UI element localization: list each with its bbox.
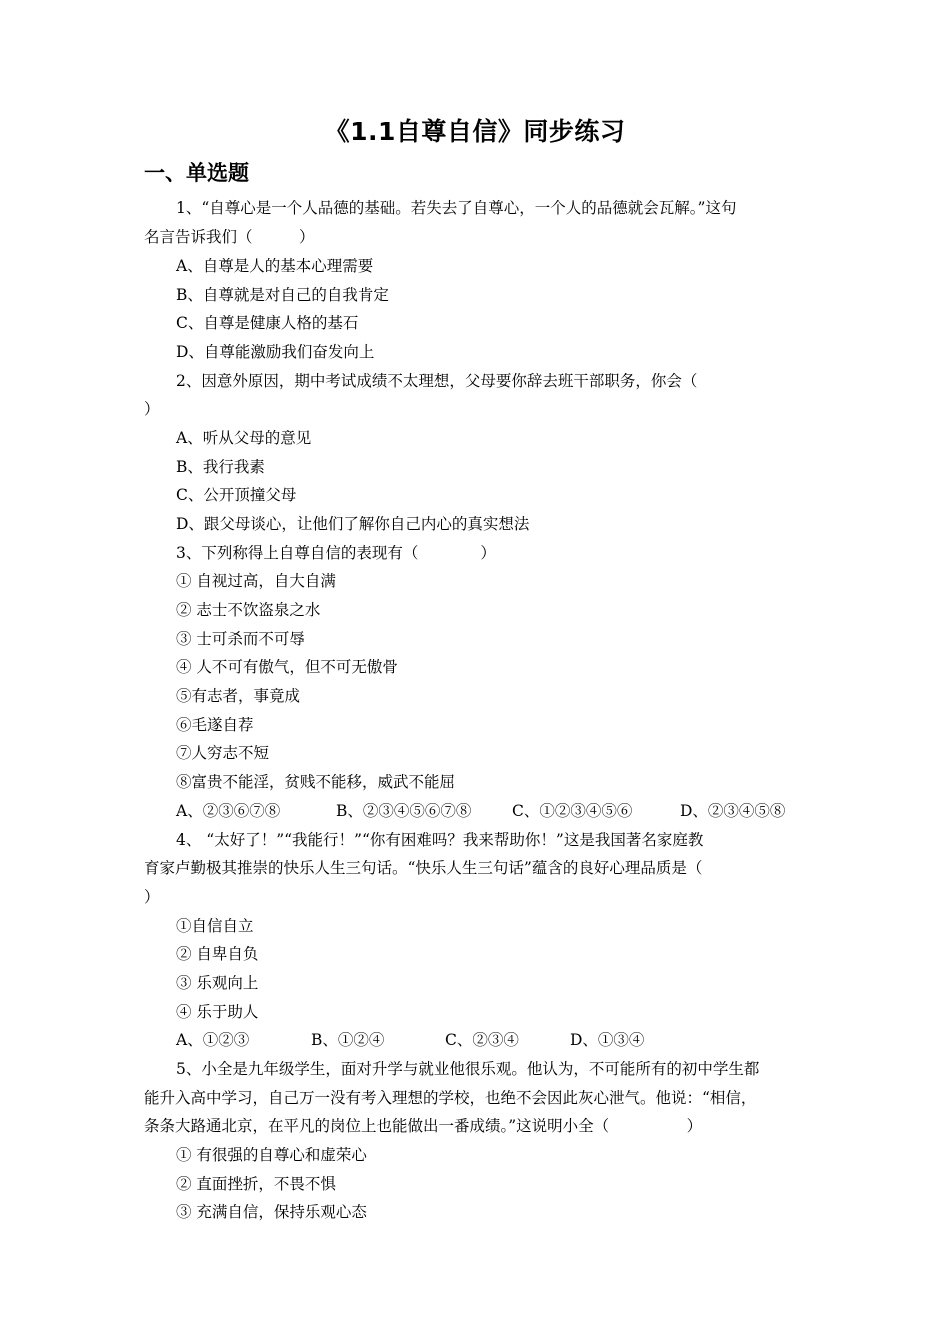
question-3-item-1: ① 自视过高，自大自满 <box>176 572 336 590</box>
question-3-item-8: ⑧富贵不能淫，贫贱不能移，威武不能屈 <box>176 773 456 791</box>
question-3-choice-a: A、②③⑥⑦⑧ <box>176 802 281 820</box>
question-3-item-3: ③ 士可杀而不可辱 <box>176 630 305 648</box>
question-4-choice-a: A、①②③ <box>176 1031 250 1049</box>
question-3-item-7: ⑦人穷志不短 <box>176 744 270 762</box>
question-2-option-b: B、我行我素 <box>176 458 265 476</box>
question-1-option-c: C、自尊是健康人格的基石 <box>176 314 359 332</box>
question-1-option-d: D、自尊能激励我们奋发向上 <box>176 343 375 361</box>
question-1-option-b: B、自尊就是对自己的自我肯定 <box>176 286 389 304</box>
question-3-item-5: ⑤有志者，事竟成 <box>176 687 301 705</box>
question-3-choice-d: D、②③④⑤⑧ <box>680 802 786 820</box>
question-5-item-1: ① 有很强的自尊心和虚荣心 <box>176 1146 367 1164</box>
question-1-option-a: A、自尊是人的基本心理需要 <box>176 257 374 275</box>
question-4-choice-b: B、①②④ <box>311 1031 385 1049</box>
section-heading: 一、单选题 <box>144 161 249 185</box>
question-5-stem: 5、小全是九年级学生，面对升学与就业他很乐观。他认为，不可能所有的初中学生都 <box>176 1060 760 1078</box>
question-5-item-3: ③ 充满自信，保持乐观心态 <box>176 1203 367 1221</box>
question-3-item-4: ④ 人不可有傲气，但不可无傲骨 <box>176 658 398 676</box>
question-5-stem-end: 条条大路通北京，在平凡的岗位上也能做出一番成绩。”这说明小全（ ） <box>144 1117 703 1135</box>
question-1-stem: 1、“自尊心是一个人品德的基础。若失去了自尊心，一个人的品德就会瓦解。”这句 <box>176 199 737 217</box>
question-4-choice-c: C、②③④ <box>445 1031 519 1049</box>
question-4-item-2: ② 自卑自负 <box>176 945 259 963</box>
question-4-choices <box>176 1029 644 1051</box>
question-2-option-c: C、公开顶撞父母 <box>176 486 297 504</box>
question-4-stem-end: ） <box>144 888 160 906</box>
question-5-stem-cont: 能升入高中学习，自己万一没有考入理想的学校，也绝不会因此灰心泄气。他说：“相信， <box>144 1089 757 1107</box>
question-4-stem-cont: 育家卢勤极其推崇的快乐人生三句话。“快乐人生三句话”蕴含的良好心理品质是（ <box>144 859 703 877</box>
question-5-item-2: ② 直面挫折，不畏不惧 <box>176 1175 336 1193</box>
question-4-stem: 4、 “太好了！”“我能行！”“你有困难吗？我来帮助你！”这是我国著名家庭教 <box>176 831 704 849</box>
question-3-choice-c: C、①②③④⑤⑥ <box>512 802 633 820</box>
document-title: 《1.1自尊自信》同步练习 <box>324 117 626 146</box>
question-3-item-2: ② 志士不饮盗泉之水 <box>176 601 321 619</box>
question-2-option-d: D、跟父母谈心，让他们了解你自己内心的真实想法 <box>176 515 530 533</box>
question-3-stem: 3、下列称得上自尊自信的表现有（ ） <box>176 544 496 562</box>
question-4-item-4: ④ 乐于助人 <box>176 1003 259 1021</box>
question-3-choices <box>176 800 785 822</box>
question-3-item-6: ⑥毛遂自荐 <box>176 716 254 734</box>
question-2-option-a: A、听从父母的意见 <box>176 429 312 447</box>
question-1-stem-cont: 名言告诉我们（ ） <box>144 228 315 246</box>
question-4-item-3: ③ 乐观向上 <box>176 974 259 992</box>
question-4-item-1: ①自信自立 <box>176 917 254 935</box>
question-3-choice-b: B、②③④⑤⑥⑦⑧ <box>336 802 472 820</box>
question-2-stem: 2、因意外原因，期中考试成绩不太理想，父母要你辞去班干部职务，你会（ <box>176 372 698 390</box>
question-4-choice-d: D、①③④ <box>570 1031 645 1049</box>
question-2-stem-cont: ） <box>144 400 160 418</box>
